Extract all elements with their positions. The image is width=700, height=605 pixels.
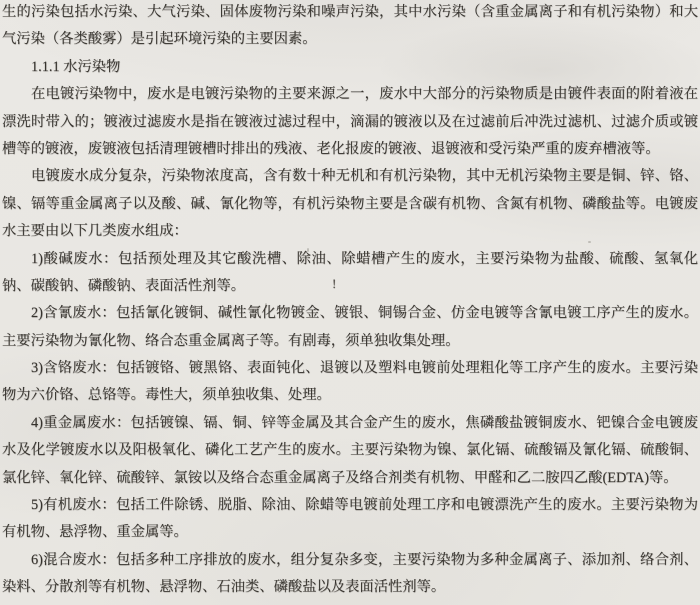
text-line: 5)有机废水：包括工件除锈、脱脂、除油、除蜡等电镀前处理工序和电镀漂洗产生的废水。主要污染物为 [31,497,698,514]
text-line: 4)重金属废水：包括镀镍、镉、铜、锌等金属及其合金产生的废水，焦磷酸盐镀铜废水、钯镍合金电镀废 [31,414,698,431]
text-line: 生的污染包括水污染、大气污染、固体废物污染和噪声污染，其中水污染（含重金属离子和有机污染物）和大 [2,4,698,20]
text-line: 槽等的镀液，废镀液包括清理镀槽时排出的残液、老化报废的镀液、退镀液和受污染严重的废弃槽液等。 [2,140,660,157]
text-line: 6)混合废水：包括多种工序排放的废水，组分复杂多变，主要污染物为多种金属离子、添加剂、络合剂、 [31,551,698,568]
text-line: 主要污染物为氰化物、络合态重金属离子等。有剧毒，须单独收集处理。 [2,332,460,349]
scan-noise-speck [307,248,309,252]
section-heading: 1.1.1 水污染物 [31,58,121,75]
text-line: 气污染（各类酸雾）是引起环境污染的主要因素。 [2,31,317,48]
text-line: 3)含铬废水：包括镀铬、镀黑铬、表面钝化、退镀以及塑料电镀前处理粗化等工序产生的废水。主要污染 [31,360,698,377]
text-line: 染料、分散剂等有机物、悬浮物、石油类、磷酸盐以及表面活性剂等。 [2,579,446,596]
text-line: 氯化锌、氧化锌、硫酸锌、氯铵以及络合态重金属离子及络合剂类有机物、甲醛和乙二胺四乙酸(EDTA)等。 [2,469,678,486]
document-text-block [2,0,698,602]
text-line: 电镀废水成分复杂，污染物浓度高，含有数十种无机和有机污染物，其中无机污染物主要是铜、锌、铬、 [31,168,698,185]
text-line: 1)酸碱废水：包括预处理及其它酸洗槽、除油、除蜡槽产生的废水，主要污染物为盐酸、硫酸、氢氧化 [31,250,698,267]
text-line: 钠、碳酸钠、磷酸钠、表面活性剂等。 [2,277,246,294]
text-line: 物为六价铬、总铬等。毒性大，须单独收集、处理。 [2,387,331,404]
text-line: 镍、镉等重金属离子以及酸、碱、氰化物等，有机污染物主要是含碳有机物、含氮有机物、磷酸盐等。电镀废 [2,195,698,212]
text-line: 有机物、悬浮物、重金属等。 [2,524,188,541]
stray-ink-mark: ! [332,276,337,291]
scan-noise-speck [588,241,591,243]
text-line: 2)含氰废水：包括氰化镀铜、碱性氰化物镀金、镀银、铜锡合金、仿金电镀等含氰电镀工序产生的废水。 [31,305,698,322]
text-line: 在电镀污染物中，废水是电镀污染物的主要来源之一，废水中大部分的污染物质是由镀件表面的附着液在 [31,86,698,103]
text-line: 水主要由以下几类废水组成： [2,223,188,240]
scan-noise-speck [265,303,267,308]
text-line: 水及化学镀废水以及阳极氧化、磷化工艺产生的废水。主要污染物为镍、氯化镉、硫酸镉及氰化镉、硫酸铜、 [2,442,698,459]
text-line: 漂洗时带入的；镀液过滤废水是指在镀液过滤过程中，滴漏的镀液以及在过滤前后冲洗过滤机、过滤介质或镀 [2,113,698,130]
